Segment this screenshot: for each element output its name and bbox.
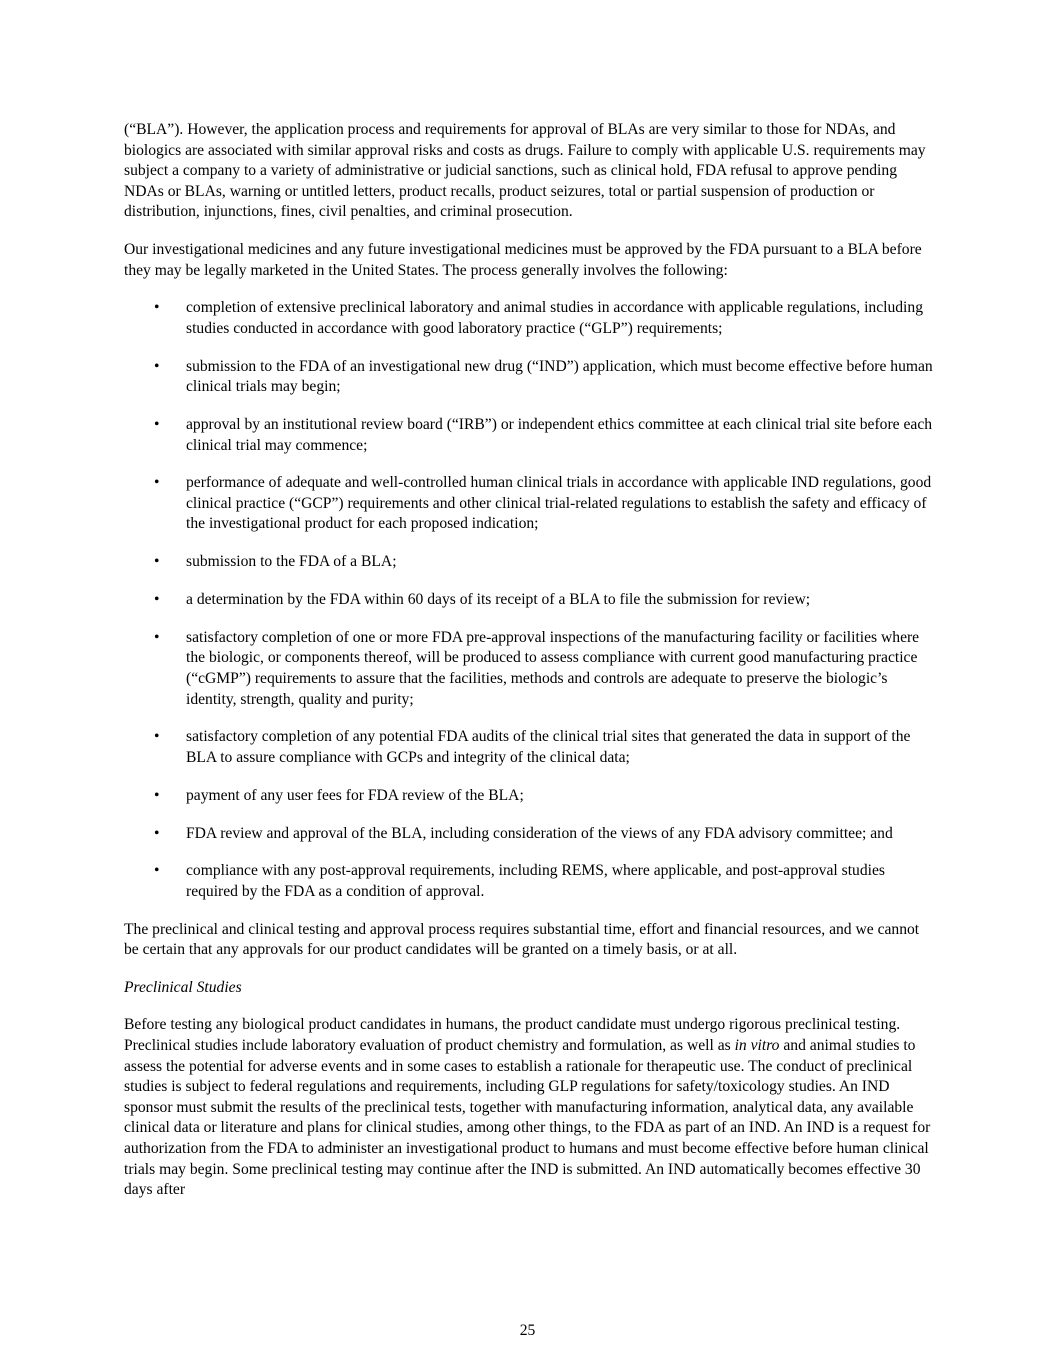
paragraph-bla-requirements: (“BLA”). However, the application process and requirements for approval of BLAs are very similar to those for NDAs, and biologics are associated with similar approval risks and costs as drugs. Failure to comply with applicable U.S. requirements may subject a company to a variety of administrative or judicial sanctions, such as clinical hold, FDA refusal to approve pending NDAs or BLAs, warning or untitled letters, product recalls, product seizures, total or partial suspension of production or distribution, injunctions, fines, civil penalties, and criminal prosecution. [124, 121, 926, 221]
page-number: 25 [519, 1322, 536, 1339]
list-item-text: satisfactory completion of any potential FDA audits of the clinical trial sites that generated the data in support of the BLA to assure compliance with GCPs and integrity of the clinical data; [186, 728, 911, 766]
bullet-icon: • [154, 357, 160, 375]
list-item [124, 357, 936, 398]
preclinical-text-part-1: Before testing any biological product candidates in humans, the product candidate must undergo rigorous preclinical testing. Preclinical studies include laboratory evaluation of product chemistry and formulation, as well as [124, 1016, 901, 1055]
bullet-icon: • [154, 786, 160, 804]
bullet-icon: • [154, 474, 160, 492]
bullet-icon: • [154, 299, 160, 317]
document-page [124, 120, 936, 1218]
bullet-icon: • [154, 415, 160, 433]
list-item-text: performance of adequate and well-controlled human clinical trials in accordance with applicable IND regulations, good clinical practice (“GCP”) requirements and other clinical trial-related regulations to establish the safety and efficacy of the investigational product for each proposed indication; [186, 474, 932, 533]
list-item-text: FDA review and approval of the BLA, including consideration of the views of any FDA advisory committee; and [186, 824, 893, 842]
list-item-text: compliance with any post-approval requirements, including REMS, where applicable, and post-approval studies required by the FDA as a condition of approval. [186, 862, 885, 900]
list-item-text: approval by an institutional review board (“IRB”) or independent ethics committee at each clinical trial site before each clinical trial may commence; [186, 415, 933, 454]
section-heading-preclinical-studies: Preclinical Studies [124, 978, 242, 996]
list-item [124, 590, 936, 611]
approval-steps-list [124, 298, 936, 902]
list-item-text: submission to the FDA of an investigational new drug (“IND”) application, which must become effective before human clinical trials may begin; [186, 357, 933, 396]
bullet-icon: • [154, 862, 160, 880]
list-item-text: payment of any user fees for FDA review of the BLA; [186, 786, 524, 804]
bullet-icon: • [154, 591, 160, 609]
list-item [124, 473, 936, 535]
paragraph-approval-process-intro: Our investigational medicines and any future investigational medicines must be approved by the FDA pursuant to a BLA before they may be legally marketed in the United States. The process generally involves the following: [124, 240, 922, 279]
list-item-text: satisfactory completion of one or more FDA pre-approval inspections of the manufacturing facility or facilities where the biologic, or components thereof, will be produced to assess compliance with current good manufacturing practice (“cGMP”) requirements to assure that the facilities, methods and controls are adequate to preserve the biologic’s identity, strength, quality and purity; [186, 628, 920, 708]
paragraph-preclinical-studies [124, 1015, 936, 1200]
list-item [124, 727, 936, 768]
list-item [124, 861, 936, 902]
list-item [124, 786, 936, 807]
list-item-text: submission to the FDA of a BLA; [186, 553, 397, 571]
list-item [124, 552, 936, 573]
list-item [124, 628, 936, 710]
list-item-text: completion of extensive preclinical laboratory and animal studies in accordance with applicable regulations, including studies conducted in accordance with good laboratory practice (“GLP”) requirements; [186, 299, 923, 337]
bullet-icon: • [154, 628, 160, 646]
bullet-icon: • [154, 824, 160, 842]
list-item [124, 415, 936, 456]
list-item [124, 824, 936, 845]
bullet-icon: • [154, 728, 160, 746]
preclinical-text-part-2: and animal studies to assess the potential for adverse events and in some cases to establish a rationale for therapeutic use. The conduct of preclinical studies is subject to federal regulations and requirements, including GLP regulations for safety/toxicology studies. An IND sponsor must submit the results of the preclinical tests, together with manufacturing information, analytical data, any available clinical data or literature and plans for clinical studies, among other things, to the FDA as part of an IND. An IND is a request for authorization from the FDA to administer an investigational product to humans and must become effective before human clinical trials may begin. Some preclinical testing may continue after the IND is submitted. An IND automatically becomes effective 30 days after [124, 1037, 931, 1199]
list-item-text: a determination by the FDA within 60 days of its receipt of a BLA to file the submission for review; [186, 591, 811, 609]
list-item [124, 298, 936, 339]
italic-term-in-vitro: in vitro [734, 1037, 780, 1055]
bullet-icon: • [154, 553, 160, 571]
paragraph-testing-resources: The preclinical and clinical testing and approval process requires substantial time, effort and financial resources, and we cannot be certain that any approvals for our product candidates will be granted on a timely basis, or at all. [124, 920, 920, 959]
